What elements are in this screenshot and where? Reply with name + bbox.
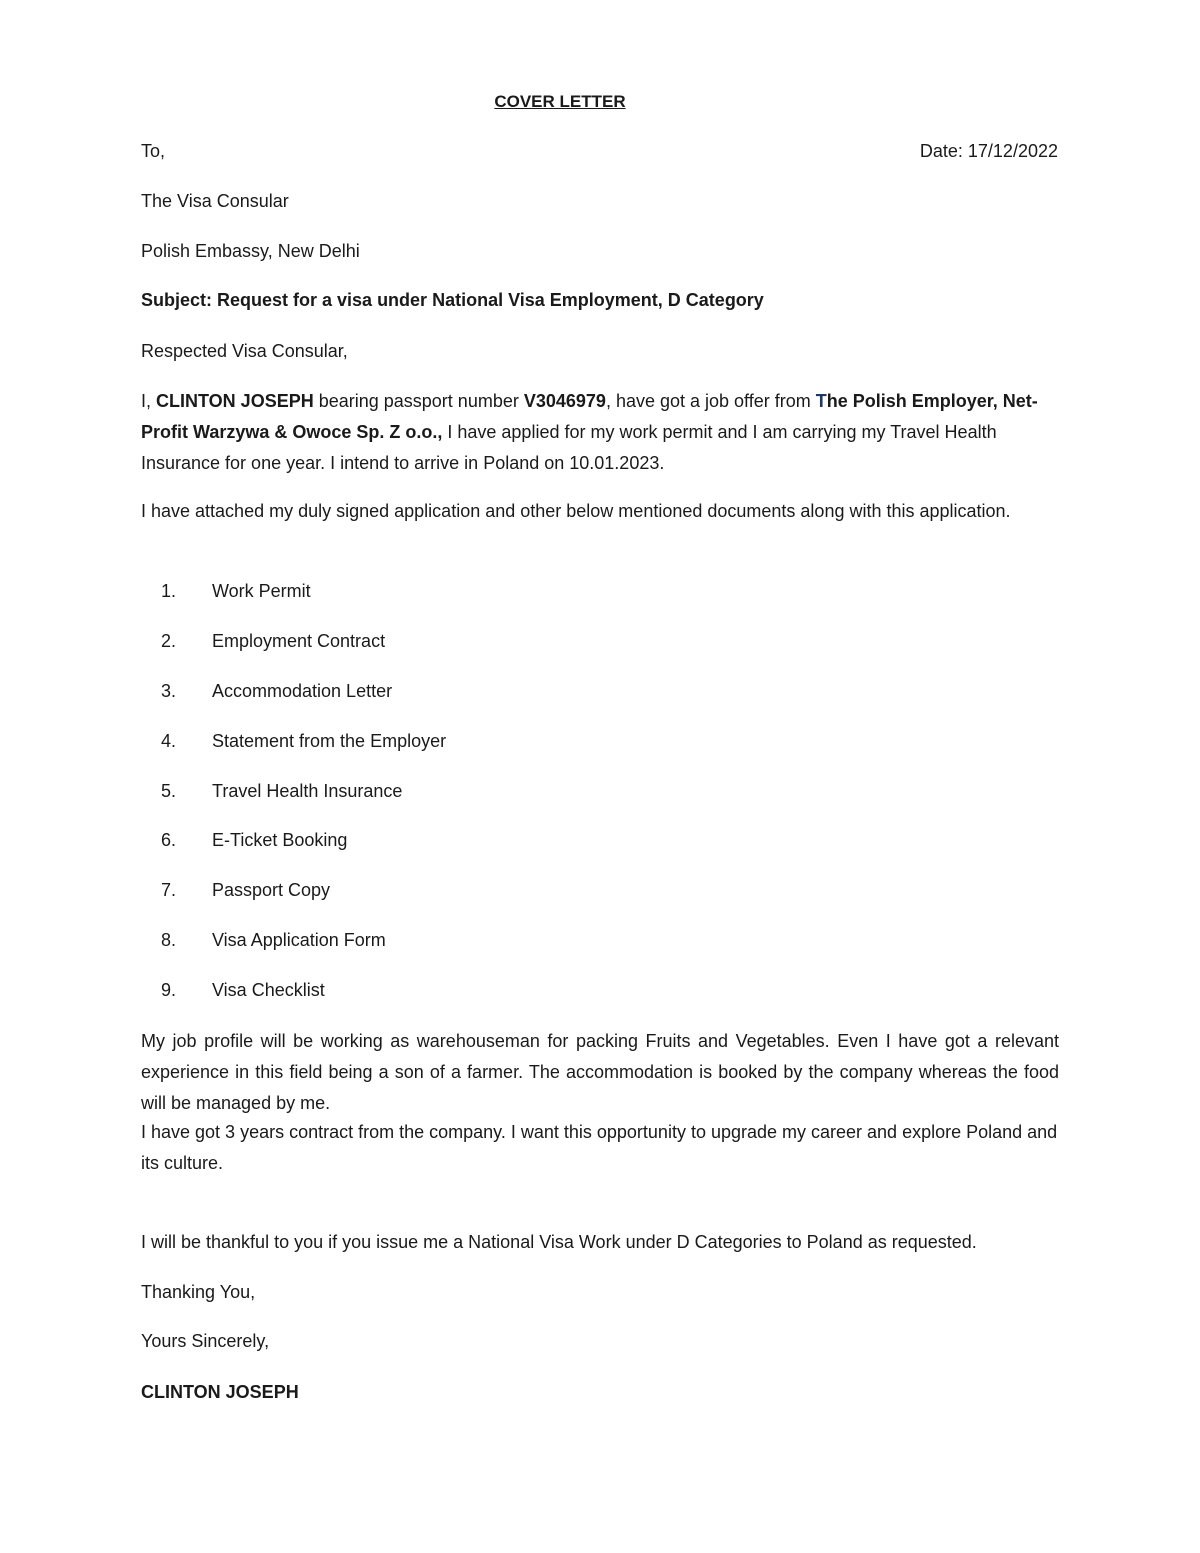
- passport-number: V3046979: [523, 391, 606, 411]
- list-number: 1.: [160, 581, 176, 601]
- intro-text-3: , have got a job offer from: [605, 391, 816, 411]
- closing-sincerely: Yours Sincerely,: [141, 1331, 270, 1351]
- intro-text-4: I have applied for my work permit and I am carrying my Travel Health Insurance for one year. I intend to arrive in Poland on 10.01.2023.: [141, 422, 997, 473]
- intro-text-1: I,: [141, 391, 157, 411]
- list-item: [141, 581, 446, 631]
- subject-line: Subject: Request for a visa under National Visa Employment, D Category: [141, 290, 764, 310]
- signature-name: CLINTON JOSEPH: [141, 1382, 299, 1402]
- list-item: [141, 731, 446, 781]
- list-number: 9.: [160, 980, 176, 1001]
- list-item: [141, 830, 446, 880]
- list-label: Work Permit: [212, 581, 311, 601]
- recipient-title: The Visa Consular: [141, 191, 289, 211]
- paragraph-contract: I have got 3 years contract from the company. I want this opportunity to upgrade my career and explore Poland and its culture.: [141, 1122, 1058, 1173]
- list-number: 4.: [160, 730, 176, 751]
- list-number: 6.: [160, 830, 176, 851]
- list-number: 8.: [160, 930, 176, 951]
- salutation-to: To,: [141, 141, 166, 161]
- paragraph-attachments: I have attached my duly signed application and other below mentioned documents along with this application.: [141, 501, 1011, 521]
- paragraph-request: I will be thankful to you if you issue me a National Visa Work under D Categories to Poland as requested.: [141, 1232, 977, 1252]
- list-label: Statement from the Employer: [212, 730, 447, 751]
- list-label: E-Ticket Booking: [212, 830, 348, 851]
- list-item: [141, 681, 446, 731]
- list-number: 7.: [160, 880, 176, 901]
- employer-initial: T: [815, 391, 827, 411]
- list-number: 5.: [160, 780, 176, 801]
- list-label: Travel Health Insurance: [212, 780, 403, 801]
- intro-text-2: bearing passport number: [313, 391, 524, 411]
- list-label: Employment Contract: [212, 630, 386, 651]
- list-item: [141, 980, 446, 1030]
- list-label: Visa Checklist: [212, 980, 325, 1001]
- paragraph-job-profile: My job profile will be working as warehouseman for packing Fruits and Vegetables. Even I have got a relevant experience in this field being a son of a farmer. The accommodation is booked by the company whereas the food will be managed by me.: [141, 1031, 1059, 1113]
- list-number: 3.: [160, 680, 176, 701]
- greeting: Respected Visa Consular,: [141, 341, 348, 361]
- list-item: [141, 880, 446, 930]
- closing-thanks: Thanking You,: [141, 1282, 256, 1302]
- documents-list: [141, 581, 446, 1030]
- recipient-address: Polish Embassy, New Delhi: [141, 241, 360, 261]
- list-item: [141, 781, 446, 831]
- list-label: Passport Copy: [212, 880, 331, 901]
- list-label: Accommodation Letter: [212, 680, 393, 701]
- list-label: Visa Application Form: [212, 930, 386, 951]
- list-number: 2.: [160, 630, 176, 651]
- list-item: [141, 930, 446, 980]
- letter-date: Date: 17/12/2022: [919, 141, 1058, 161]
- applicant-name: CLINTON JOSEPH: [156, 391, 314, 411]
- paragraph-intro: [141, 386, 1059, 479]
- list-item: [141, 631, 446, 681]
- employer-name: he Polish Employer, Net-Profit Warzywa & Owoce Sp. Z o.o.,: [141, 391, 1038, 442]
- document-title: COVER LETTER: [494, 92, 626, 111]
